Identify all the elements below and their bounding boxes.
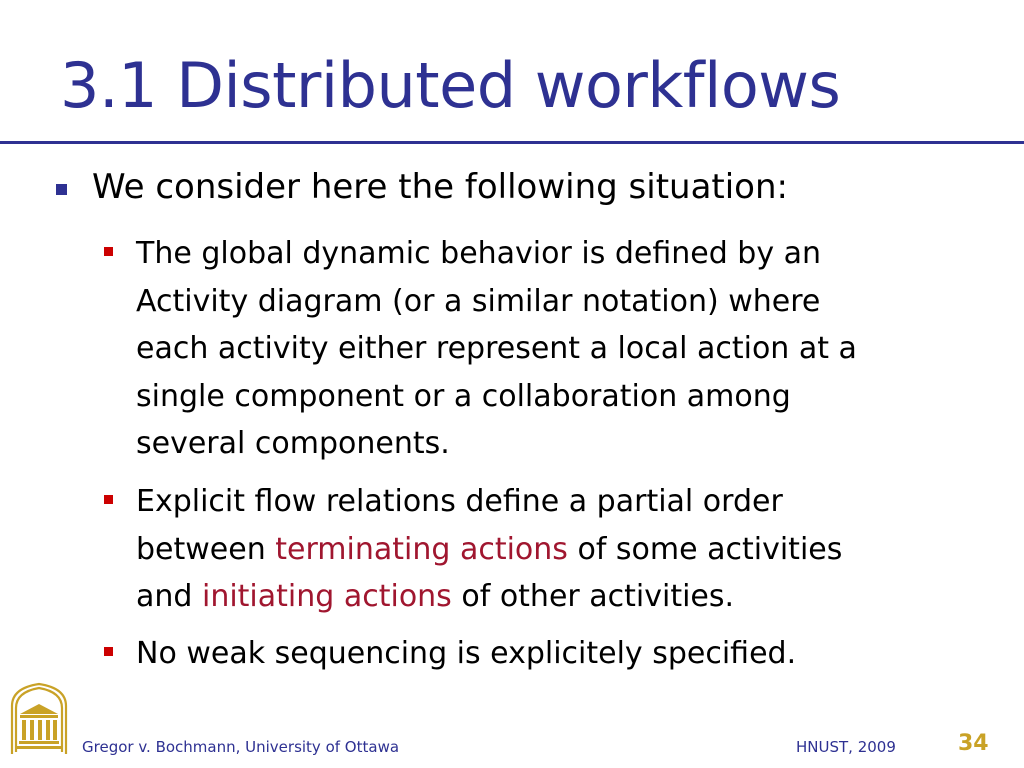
- square-bullet-icon: [56, 184, 67, 195]
- text-line: each activity either represent a local action at a: [136, 331, 857, 366]
- text-segment: between: [136, 531, 276, 567]
- text-line: Activity diagram (or a similar notation) where: [136, 283, 821, 319]
- footer-author: Gregor v. Bochmann, University of Ottawa: [82, 738, 400, 756]
- text-line: single component or a collaboration among: [136, 378, 791, 414]
- text-line: [136, 573, 984, 621]
- university-building-logo-icon: [8, 680, 70, 760]
- sub-bullet-text: [136, 630, 984, 678]
- bullet-level1-text: We consider here the following situation:: [92, 167, 788, 207]
- highlight-terminating-actions: terminating actions: [275, 531, 568, 567]
- square-bullet-icon: [104, 495, 113, 504]
- text-line: Explicit flow relations define a partial order: [136, 484, 783, 519]
- page-number: 34: [958, 731, 989, 756]
- slide-title: 3.1 Distributed workflows: [60, 49, 841, 122]
- text-segment: of some activities: [567, 531, 843, 567]
- sub-bullet-text: [136, 230, 984, 468]
- footer-venue: HNUST, 2009: [796, 738, 896, 756]
- text-segment: of other activities.: [451, 579, 735, 614]
- text-segment: and: [136, 579, 202, 614]
- square-bullet-icon: [104, 647, 113, 656]
- text-line: [136, 526, 984, 574]
- text-line: No weak sequencing is explicitely specified.: [136, 636, 797, 671]
- title-divider: [0, 141, 1024, 144]
- text-line: several components.: [136, 426, 450, 461]
- sub-bullet-text: [136, 478, 984, 621]
- text-line: The global dynamic behavior is defined by an: [136, 236, 822, 271]
- highlight-initiating-actions: initiating actions: [201, 579, 452, 614]
- square-bullet-icon: [104, 247, 113, 256]
